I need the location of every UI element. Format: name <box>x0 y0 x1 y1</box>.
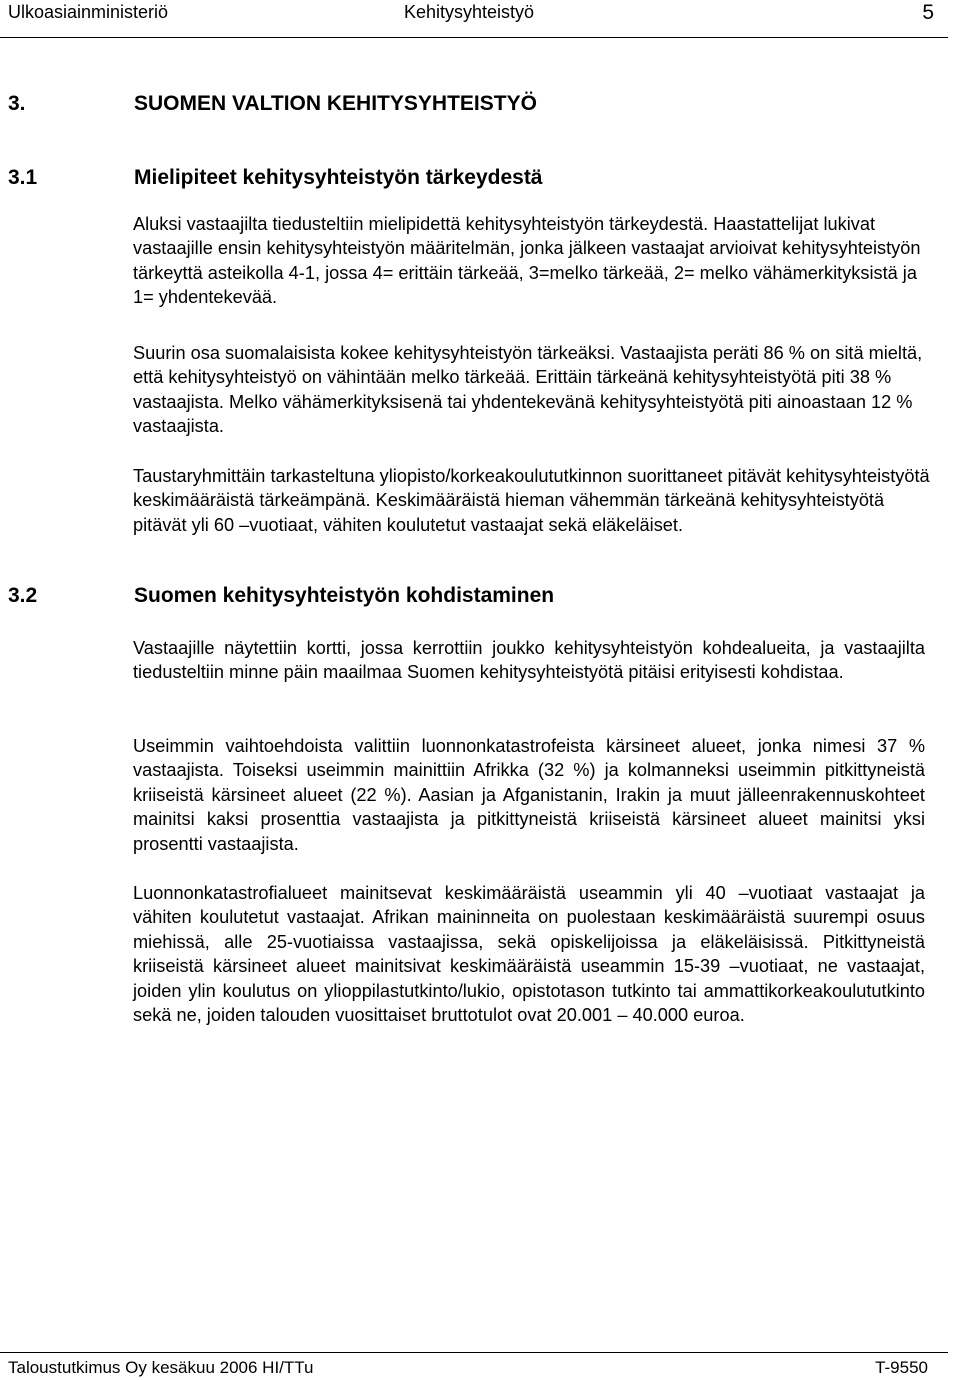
chapter-number: 3. <box>8 92 26 115</box>
header-topic: Kehitysyhteistyö <box>404 2 535 22</box>
section-heading-3-2 <box>8 582 554 610</box>
footer-divider <box>0 1352 948 1353</box>
paragraph: Taustaryhmittäin tarkasteltuna yliopisto/korkeakoulututkinnon suorittaneet pitävät kehitysyhteistyötä keskimääräistä tärkeämpänä. Keskimääräistä hieman vähemmän tärkeänä kehitysyhteistyötä pitävät yli 60 –vuotiaat, vähiten koulutetut vastaajat sekä eläkeläiset. <box>133 466 930 535</box>
paragraph: Suurin osa suomalaisista kokee kehitysyhteistyön tärkeäksi. Vastaajista peräti 86 % on sitä mieltä, että kehitysyhteistyö on vähintään melko tärkeää. Erittäin tärkeänä kehitysyhteistyötä piti 38 % vastaajista. Melko vähämerkityksisenä tai yhdentekevänä kehitysyhteistyötä piti ainoastaan 12 % vastaajista. <box>133 343 923 437</box>
section-title: Mielipiteet kehitysyhteistyön tärkeydestä <box>134 166 543 189</box>
page-footer <box>8 1358 928 1380</box>
paragraph: Useimmin vaihtoehdoista valittiin luonnonkatastrofeista kärsineet alueet, jonka nimesi 37 % vastaajista. Toiseksi useimmin mainittiin Afrikka (32 %) ja kolmanneksi useimmin pitkittyneistä kriiseistä kärsineet alueet (22 %). Aasian ja Afganistanin, Irakin ja muut jälleenrakennuskohteet mainitsi kaksi prosenttia vastaajista ja pitkittyneistä kriiseistä kärsineet alueet mainitsi yksi prosentti vastaajista. <box>133 736 925 854</box>
paragraph: Aluksi vastaajilta tiedusteltiin mielipidettä kehitysyhteistyön tärkeydestä. Haastattelijat lukivat vastaajille ensin kehitysyhteistyön määritelmän, jonka jälkeen vastaajat arvioivat kehitysyhteistyön tärkeyttä asteikolla 4-1, jossa 4= erittäin tärkeää, 3=melko tärkeää, 2= melko vähämerkityksistä ja 1= yhdentekevää. <box>133 214 921 308</box>
section-number: 3.2 <box>8 584 38 607</box>
page-header <box>8 0 948 36</box>
chapter-heading <box>8 90 537 118</box>
footer-report-code: T-9550 <box>875 1358 928 1377</box>
paragraph: Vastaajille näytettiin kortti, jossa kerrottiin joukko kehitysyhteistyön kohdealueita, ja vastaajilta tiedusteltiin minne päin maailmaa Suomen kehitysyhteistyötä pitäisi erityisesti kohdistaa. <box>133 638 925 683</box>
header-ministry: Ulkoasiainministeriö <box>8 2 169 22</box>
page-number: 5 <box>922 1 934 24</box>
section-heading-3-1 <box>8 164 543 192</box>
header-divider <box>0 37 948 38</box>
paragraph: Luonnonkatastrofialueet mainitsevat keskimääräistä useammin yli 40 –vuotiaat vastaajat ja vähiten koulutetut vastaajat. Afrikan maininneita on puolestaan keskimääräistä suurempi osuus miehissä, alle 25-vuotiaissa vastaajissa, sekä opiskelijoissa ja eläkeläisissä. Pitkittyneistä kriiseistä kärsineet alueet mainitsivat keskimääräistä useammin 15-39 –vuotiaat, ne vastaajat, joiden ylin koulutus on ylioppilastutkinto/lukio, opistotason tutkinto tai ammattikorkeakoulututkinto sekä ne, joiden talouden vuosittaiset bruttotulot ovat 20.001 – 40.000 euroa. <box>133 883 925 1026</box>
section-number: 3.1 <box>8 166 38 189</box>
section-title: Suomen kehitysyhteistyön kohdistaminen <box>134 584 555 607</box>
chapter-title: SUOMEN VALTION KEHITYSYHTEISTYÖ <box>134 92 537 115</box>
footer-company: Taloustutkimus Oy kesäkuu 2006 HI/TTu <box>8 1358 314 1377</box>
